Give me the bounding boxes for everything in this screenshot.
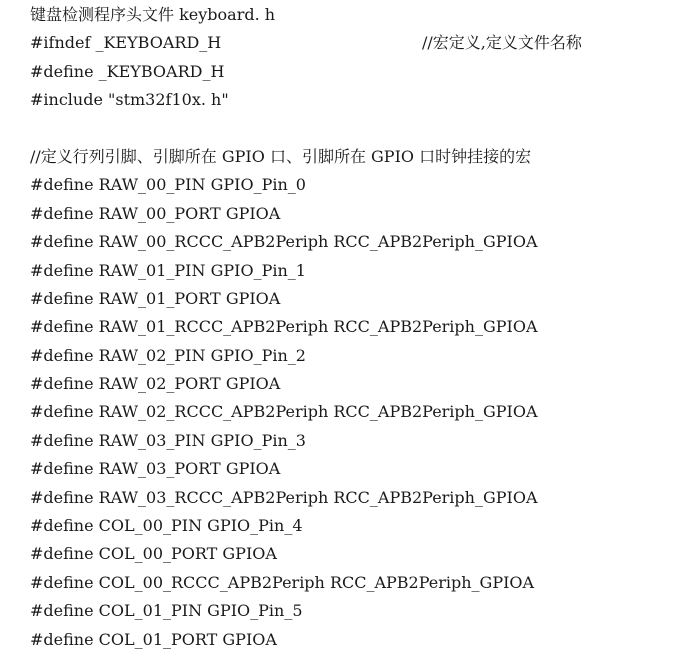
- define-line: [30, 427, 680, 455]
- define-line: [30, 313, 680, 341]
- define-line: [30, 171, 680, 199]
- define-line: [30, 540, 680, 568]
- define-line: [30, 342, 680, 370]
- define-line: [30, 285, 680, 313]
- define-directive: #define RAW_03_PORT GPIOA: [30, 459, 281, 479]
- include-directive: #include "stm32f10x. h": [30, 90, 229, 110]
- define-directive: #define RAW_03_PIN GPIO_Pin_3: [30, 430, 306, 450]
- define-directive: #define RAW_02_RCCC_APB2Periph RCC_APB2Periph_GPIOA: [30, 402, 538, 422]
- define-line: [30, 569, 680, 597]
- ifndef-line: [30, 29, 680, 57]
- define-line: [30, 626, 680, 654]
- define-directive: #define COL_00_PORT GPIOA: [30, 544, 277, 564]
- blank-line: [30, 115, 680, 143]
- define-line: [30, 257, 680, 285]
- define-directive: #define COL_01_PORT GPIOA: [30, 629, 277, 649]
- document-body: [30, 1, 680, 654]
- define-line: [30, 455, 680, 483]
- define-directive: #define COL_00_RCCC_APB2Periph RCC_APB2Periph_GPIOA: [30, 572, 535, 592]
- define-line: [30, 370, 680, 398]
- define-directive: #define RAW_01_PIN GPIO_Pin_1: [30, 260, 306, 280]
- define-directive: #define RAW_01_PORT GPIOA: [30, 288, 281, 308]
- define-line: [30, 200, 680, 228]
- document-title: [30, 1, 680, 29]
- define-guard-line: [30, 58, 680, 86]
- section-comment: //定义行列引脚、引脚所在 GPIO 口、引脚所在 GPIO 口时钟挂接的宏: [30, 146, 532, 166]
- define-directive: #define RAW_02_PIN GPIO_Pin_2: [30, 345, 306, 365]
- ifndef-comment: //宏定义,定义文件名称: [422, 33, 582, 53]
- define-line: [30, 512, 680, 540]
- define-directive: #define RAW_00_PORT GPIOA: [30, 203, 281, 223]
- define-directive: #define RAW_00_PIN GPIO_Pin_0: [30, 175, 306, 195]
- define-directive: #define RAW_03_RCCC_APB2Periph RCC_APB2Periph_GPIOA: [30, 487, 538, 507]
- document-title-text: 键盘检测程序头文件 keyboard. h: [30, 5, 276, 24]
- define-directive: #define RAW_00_RCCC_APB2Periph RCC_APB2Periph_GPIOA: [30, 232, 538, 252]
- define-line: [30, 484, 680, 512]
- define-directive: #define COL_01_PIN GPIO_Pin_5: [30, 601, 303, 621]
- define-directive: #define COL_00_PIN GPIO_Pin_4: [30, 516, 303, 536]
- define-line: [30, 597, 680, 625]
- section-comment-line: [30, 143, 680, 171]
- defines-list: [30, 171, 680, 654]
- define-line: [30, 228, 680, 256]
- ifndef-directive: #ifndef _KEYBOARD_H: [30, 33, 222, 53]
- include-line: [30, 86, 680, 114]
- define-guard-directive: #define _KEYBOARD_H: [30, 61, 225, 81]
- define-directive: #define RAW_02_PORT GPIOA: [30, 374, 281, 394]
- define-line: [30, 398, 680, 426]
- define-directive: #define RAW_01_RCCC_APB2Periph RCC_APB2Periph_GPIOA: [30, 317, 538, 337]
